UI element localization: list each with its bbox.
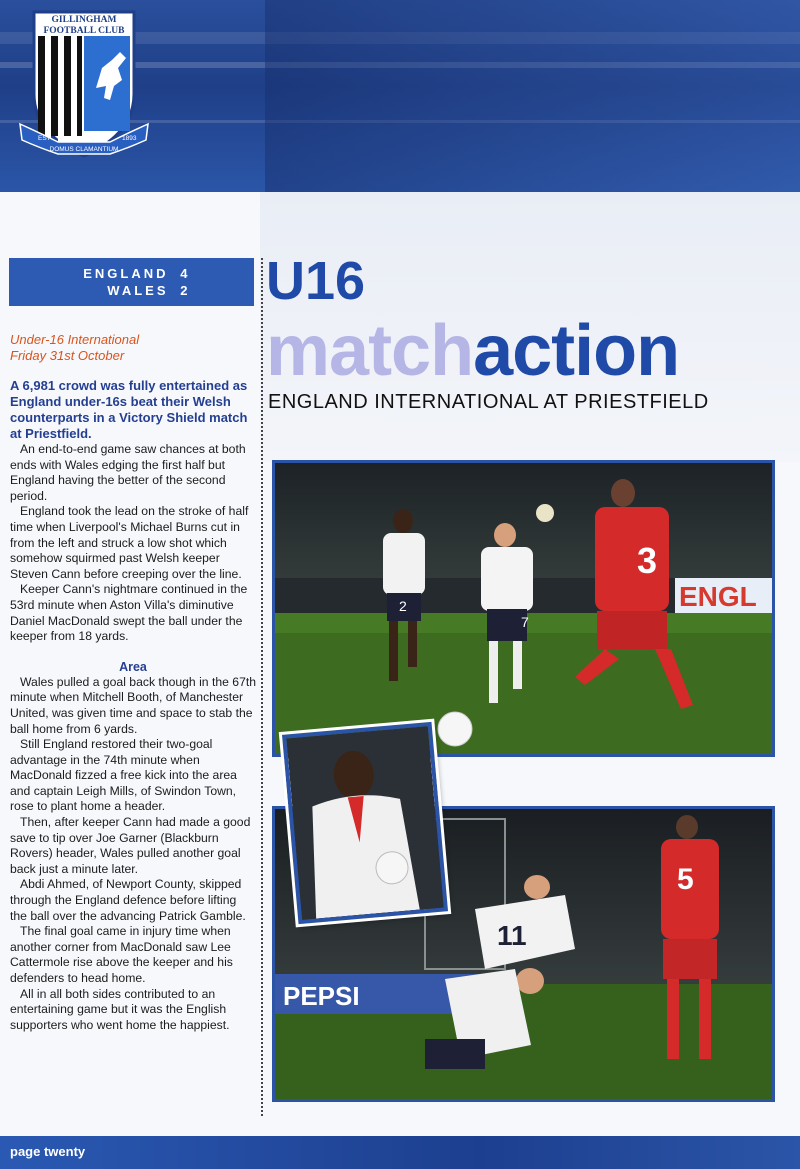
page-number: page twenty xyxy=(10,1144,86,1159)
shirt-number: 11 xyxy=(497,920,527,951)
score-box xyxy=(9,258,254,306)
match-photo-1 xyxy=(272,460,775,757)
kicker-line: Friday 31st October xyxy=(10,348,125,363)
match-report xyxy=(10,332,256,1033)
title-u16: U16 xyxy=(266,251,366,311)
header-band xyxy=(0,0,800,192)
shirt-number: 7 xyxy=(521,614,529,630)
crest-name-line2: FOOTBALL CLUB xyxy=(43,26,125,36)
shirt-number: 2 xyxy=(399,598,407,614)
shirt-number: 3 xyxy=(637,540,658,581)
score-row-home xyxy=(73,265,191,282)
body-paragraph: England took the lead on the stroke of half time when Liverpool's Michael Burns cut in from the left and struck a low shot which somehow squirmed past Welsh keeper Steven Cann before creeping over the line. xyxy=(10,504,249,581)
crest-name-line1: GILLINGHAM xyxy=(51,15,117,25)
body-paragraph: Then, after keeper Cann had made a good save to tip over Joe Garner (Blackburn Rovers) header, Wales pulled another goal back just a minute later. xyxy=(10,815,251,876)
advertising-board-text: PEPSI xyxy=(283,981,360,1011)
england-player xyxy=(383,533,425,595)
crest-motto: DOMUS CLAMANTIUM xyxy=(49,146,119,153)
away-team: WALES xyxy=(107,283,169,298)
column-divider xyxy=(261,258,263,1116)
body-paragraph: Still England restored their two-goal advantage in the 74th minute when MacDonald fizzed a free kick into the area and captain Leigh Mills, of Swindon Town, rose to plant home a header. xyxy=(10,737,237,814)
score-row-away xyxy=(73,282,191,299)
section-subhead: Area xyxy=(119,659,147,674)
body-paragraph: An end-to-end game saw chances at both ends with Wales edging the first half but England having the better of the second period. xyxy=(10,442,246,503)
crest-year: 1893 xyxy=(122,135,137,142)
title-match-word: match xyxy=(266,311,474,391)
inset-photo xyxy=(282,722,448,924)
title-action-word: action xyxy=(473,311,680,391)
title-match-action xyxy=(266,312,679,390)
body-paragraph: All in all both sides contributed to an entertaining game but it was the English supporters who went home the happiest. xyxy=(10,986,230,1032)
lead-paragraph: A 6,981 crowd was fully entertained as England under-16s beat their Welsh counterparts in a Victory Shield match at Priestfield. xyxy=(10,378,248,441)
body-paragraph: Keeper Cann's nightmare continued in the 53rd minute when Aston Villa's diminutive Daniel MacDonald swept the ball under the keeper from 18 yards. xyxy=(10,582,248,644)
page-subtitle: ENGLAND INTERNATIONAL AT PRIESTFIELD xyxy=(268,391,709,413)
body-paragraph: Abdi Ahmed, of Newport County, skipped through the England defence before lifting the ball over the advancing Patrick Gamble. xyxy=(10,877,246,923)
club-crest xyxy=(18,6,150,166)
advertising-board-text: ENGL xyxy=(679,581,757,612)
header-panel xyxy=(265,0,800,192)
england-player xyxy=(481,547,533,611)
kicker-line: Under-16 International xyxy=(10,332,140,347)
shirt-number: 5 xyxy=(677,863,694,896)
away-goals: 2 xyxy=(180,283,191,298)
crest-est: EST xyxy=(38,135,51,142)
body-paragraph: Wales pulled a goal back though in the 67th minute when Mitchell Booth, of Manchester United, was given time and space to stab the ball home from 6 yards. xyxy=(10,674,257,736)
football xyxy=(438,712,472,746)
home-team: ENGLAND xyxy=(83,266,169,281)
home-goals: 4 xyxy=(180,266,191,281)
body-paragraph: The final goal came in injury time when another corner from MacDonald saw Lee Cattermole rise above the keeper and his defenders to head home. xyxy=(10,924,233,985)
wales-player xyxy=(595,507,669,611)
footer-band xyxy=(0,1136,800,1169)
